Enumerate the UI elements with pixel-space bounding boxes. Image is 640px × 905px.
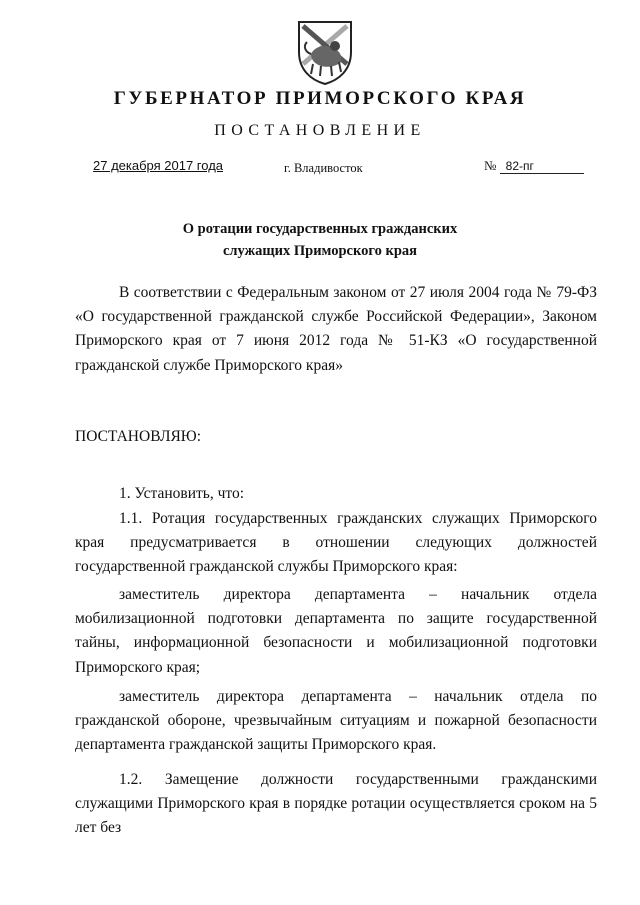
- position-1-paragraph: заместитель директора департамента – начальник отдела мобилизационной подготовки департамента по защите государственной тайны, информационной безопасности и мобилизационной подготовки Приморского края;: [75, 586, 597, 676]
- item-1-2-paragraph: 1.2. Замещение должности государственными гражданскими служащими Приморского края в порядке ротации осуществляется сроком на 5 лет без: [75, 771, 597, 837]
- authority-heading: ГУБЕРНАТОР ПРИМОРСКОГО КРАЯ: [113, 88, 527, 109]
- document-title-line-2: служащих Приморского края: [222, 243, 418, 259]
- coat-of-arms-emblem: [295, 18, 355, 86]
- document-place: г. Владивосток: [284, 161, 363, 175]
- document-date-value: 27 декабря 2017 года: [93, 158, 224, 173]
- item-1-1-paragraph: 1.1. Ротация государственных гражданских служащих Приморского края предусматривается в отношении следующих должностей государственной гражданской службы Приморского края:: [75, 510, 597, 576]
- item-1-paragraph: 1. Установить, что:: [119, 485, 245, 502]
- document-number-value: 82-пг: [500, 159, 584, 174]
- position-2-paragraph: заместитель директора департамента – начальник отдела по гражданской обороне, чрезвычайным ситуациям и пожарной безопасности департамента гражданской защиты Приморского края.: [75, 688, 597, 754]
- document-title-line-1: О ротации государственных гражданских: [182, 221, 458, 237]
- document-date: [93, 158, 223, 173]
- document-title: [0, 218, 640, 262]
- document-number-label: №: [484, 158, 497, 173]
- document-type-heading: ПОСТАНОВЛЕНИЕ: [214, 122, 426, 139]
- preamble-paragraph: В соответствии с Федеральным законом от 27 июля 2004 года № 79-ФЗ «О государственной гражданской службе Российской Федерации», Законом Приморского края от 7 июня 2012 года № 51-КЗ «О государственной гражданской службе Приморского края»: [75, 284, 597, 374]
- document-number: [484, 158, 584, 174]
- resolve-statement: ПОСТАНОВЛЯЮ:: [75, 428, 202, 445]
